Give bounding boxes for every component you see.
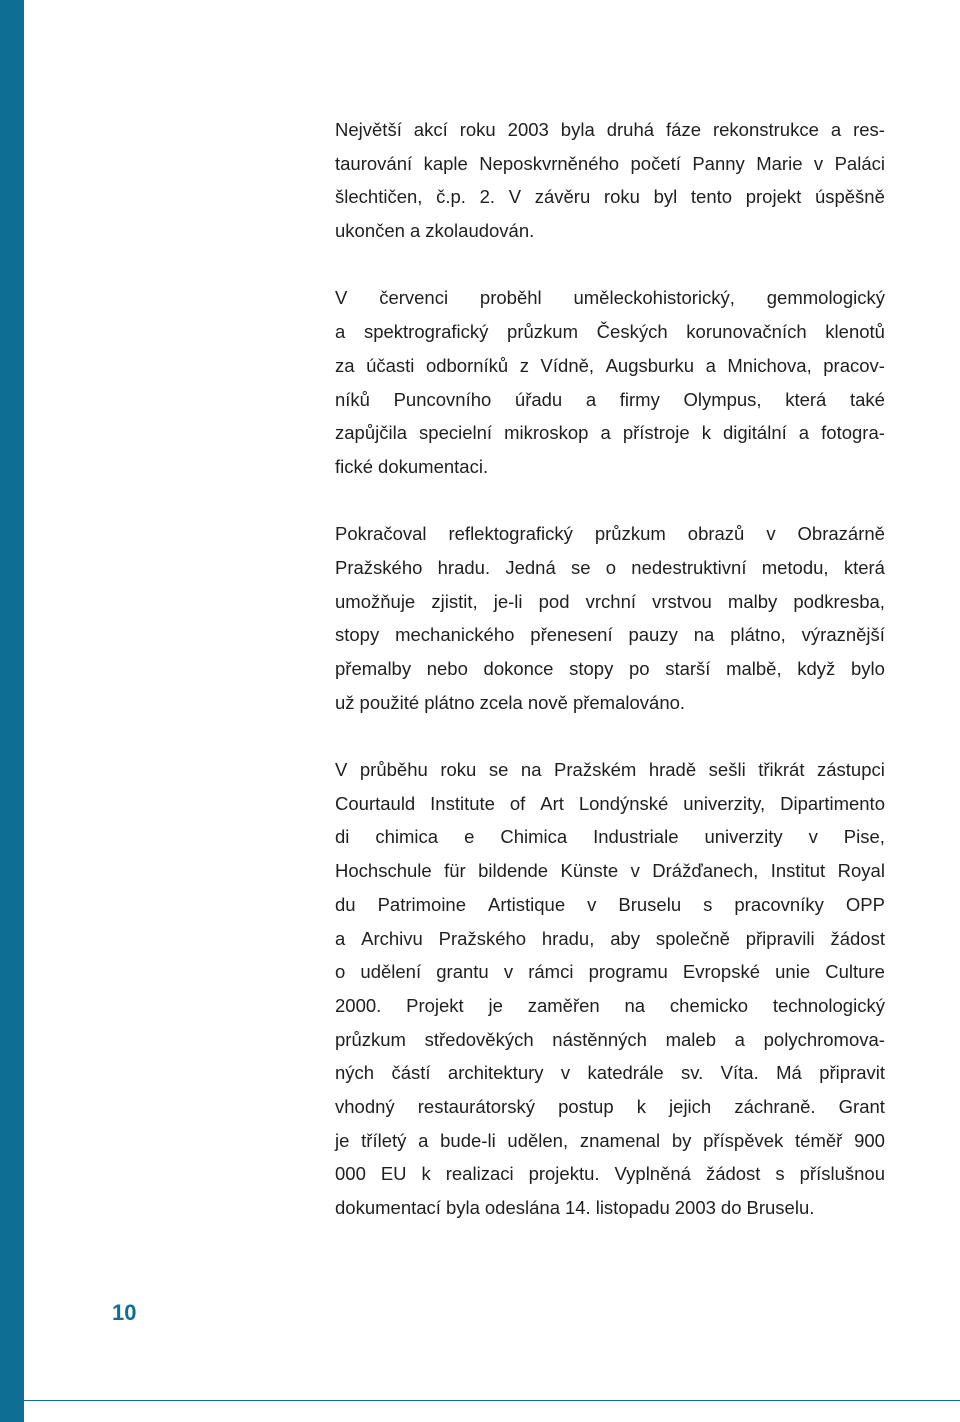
bottom-rule — [24, 1400, 960, 1401]
body-text — [335, 113, 885, 1258]
text-line: di chimica e Chimica Industriale univerzity v Pise, — [335, 826, 885, 848]
text-line: 2000. Projekt je zaměřen na chemicko technologický — [335, 994, 885, 1016]
text-line: du Patrimoine Artistique v Bruselu s pracovníky OPP — [335, 893, 885, 915]
text-line: a Archivu Pražského hradu, aby společně připravili žádost — [335, 927, 885, 949]
page-number: 10 — [112, 1300, 137, 1325]
text-line: vhodný restaurátorský postup k jejich záchraně. Grant — [335, 1095, 885, 1117]
paragraph — [335, 753, 885, 1225]
text-line: taurování kaple Neposkvrněného početí Panny Marie v Paláci — [335, 152, 885, 174]
text-line: průzkum středověkých nástěnných maleb a polychromova- — [335, 1028, 885, 1050]
text-line: zapůjčila specielní mikroskop a přístroje k digitální a fotogra- — [335, 422, 885, 444]
text-line: ukončen a zkolaudován. — [335, 220, 535, 242]
text-line: o udělení grantu v rámci programu Evropské unie Culture — [335, 961, 885, 983]
text-line: Největší akcí roku 2003 byla druhá fáze rekonstrukce a res- — [335, 119, 885, 140]
text-line: dokumentací byla odeslána 14. listopadu 2003 do Bruselu. — [335, 1197, 815, 1218]
text-line: ných částí architektury v katedrále sv. Víta. Má připravit — [335, 1062, 885, 1084]
text-line: Hochschule für bildende Künste v Drážďanech, Institut Royal — [335, 860, 885, 882]
text-line: Pražského hradu. Jedná se o nedestruktivní metodu, která — [335, 556, 885, 578]
text-line: za účasti odborníků z Vídně, Augsburku a Mnichova, pracov- — [335, 354, 885, 376]
text-line: už použité plátno zcela nově přemalováno. — [335, 691, 686, 713]
text-line: přemalby nebo dokonce stopy po starší malbě, když bylo — [335, 658, 885, 679]
text-line: V průběhu roku se na Pražském hradě sešli třikrát zástupci — [335, 759, 885, 781]
text-line: V červenci proběhl uměleckohistorický, gemmologický — [335, 287, 885, 309]
text-line: a spektrografický průzkum Českých korunovačních klenotů — [335, 321, 885, 343]
paragraph — [335, 281, 885, 483]
text-line: Pokračoval reflektografický průzkum obrazů v Obrazárně — [335, 523, 885, 545]
paragraph — [335, 113, 885, 248]
text-line: šlechtičen, č.p. 2. V závěru roku byl tento projekt úspěšně — [335, 186, 885, 208]
text-line: stopy mechanického přenesení pauzy na plátno, výraznější — [335, 624, 885, 646]
text-line: fické dokumentaci. — [335, 455, 489, 477]
text-line: umožňuje zjistit, je-li pod vrchní vrstvou malby podkresba, — [335, 590, 885, 612]
side-accent-bar — [0, 0, 24, 1422]
text-line: je tříletý a bude-li udělen, znamenal by příspěvek téměř 900 — [335, 1129, 885, 1151]
text-line: 000 EU k realizaci projektu. Vyplněná žádost s příslušnou — [335, 1163, 885, 1185]
paragraph — [335, 517, 885, 719]
text-line: níků Puncovního úřadu a firmy Olympus, která také — [335, 388, 885, 410]
text-line: Courtauld Institute of Art Londýnské univerzity, Dipartimento — [335, 792, 885, 814]
